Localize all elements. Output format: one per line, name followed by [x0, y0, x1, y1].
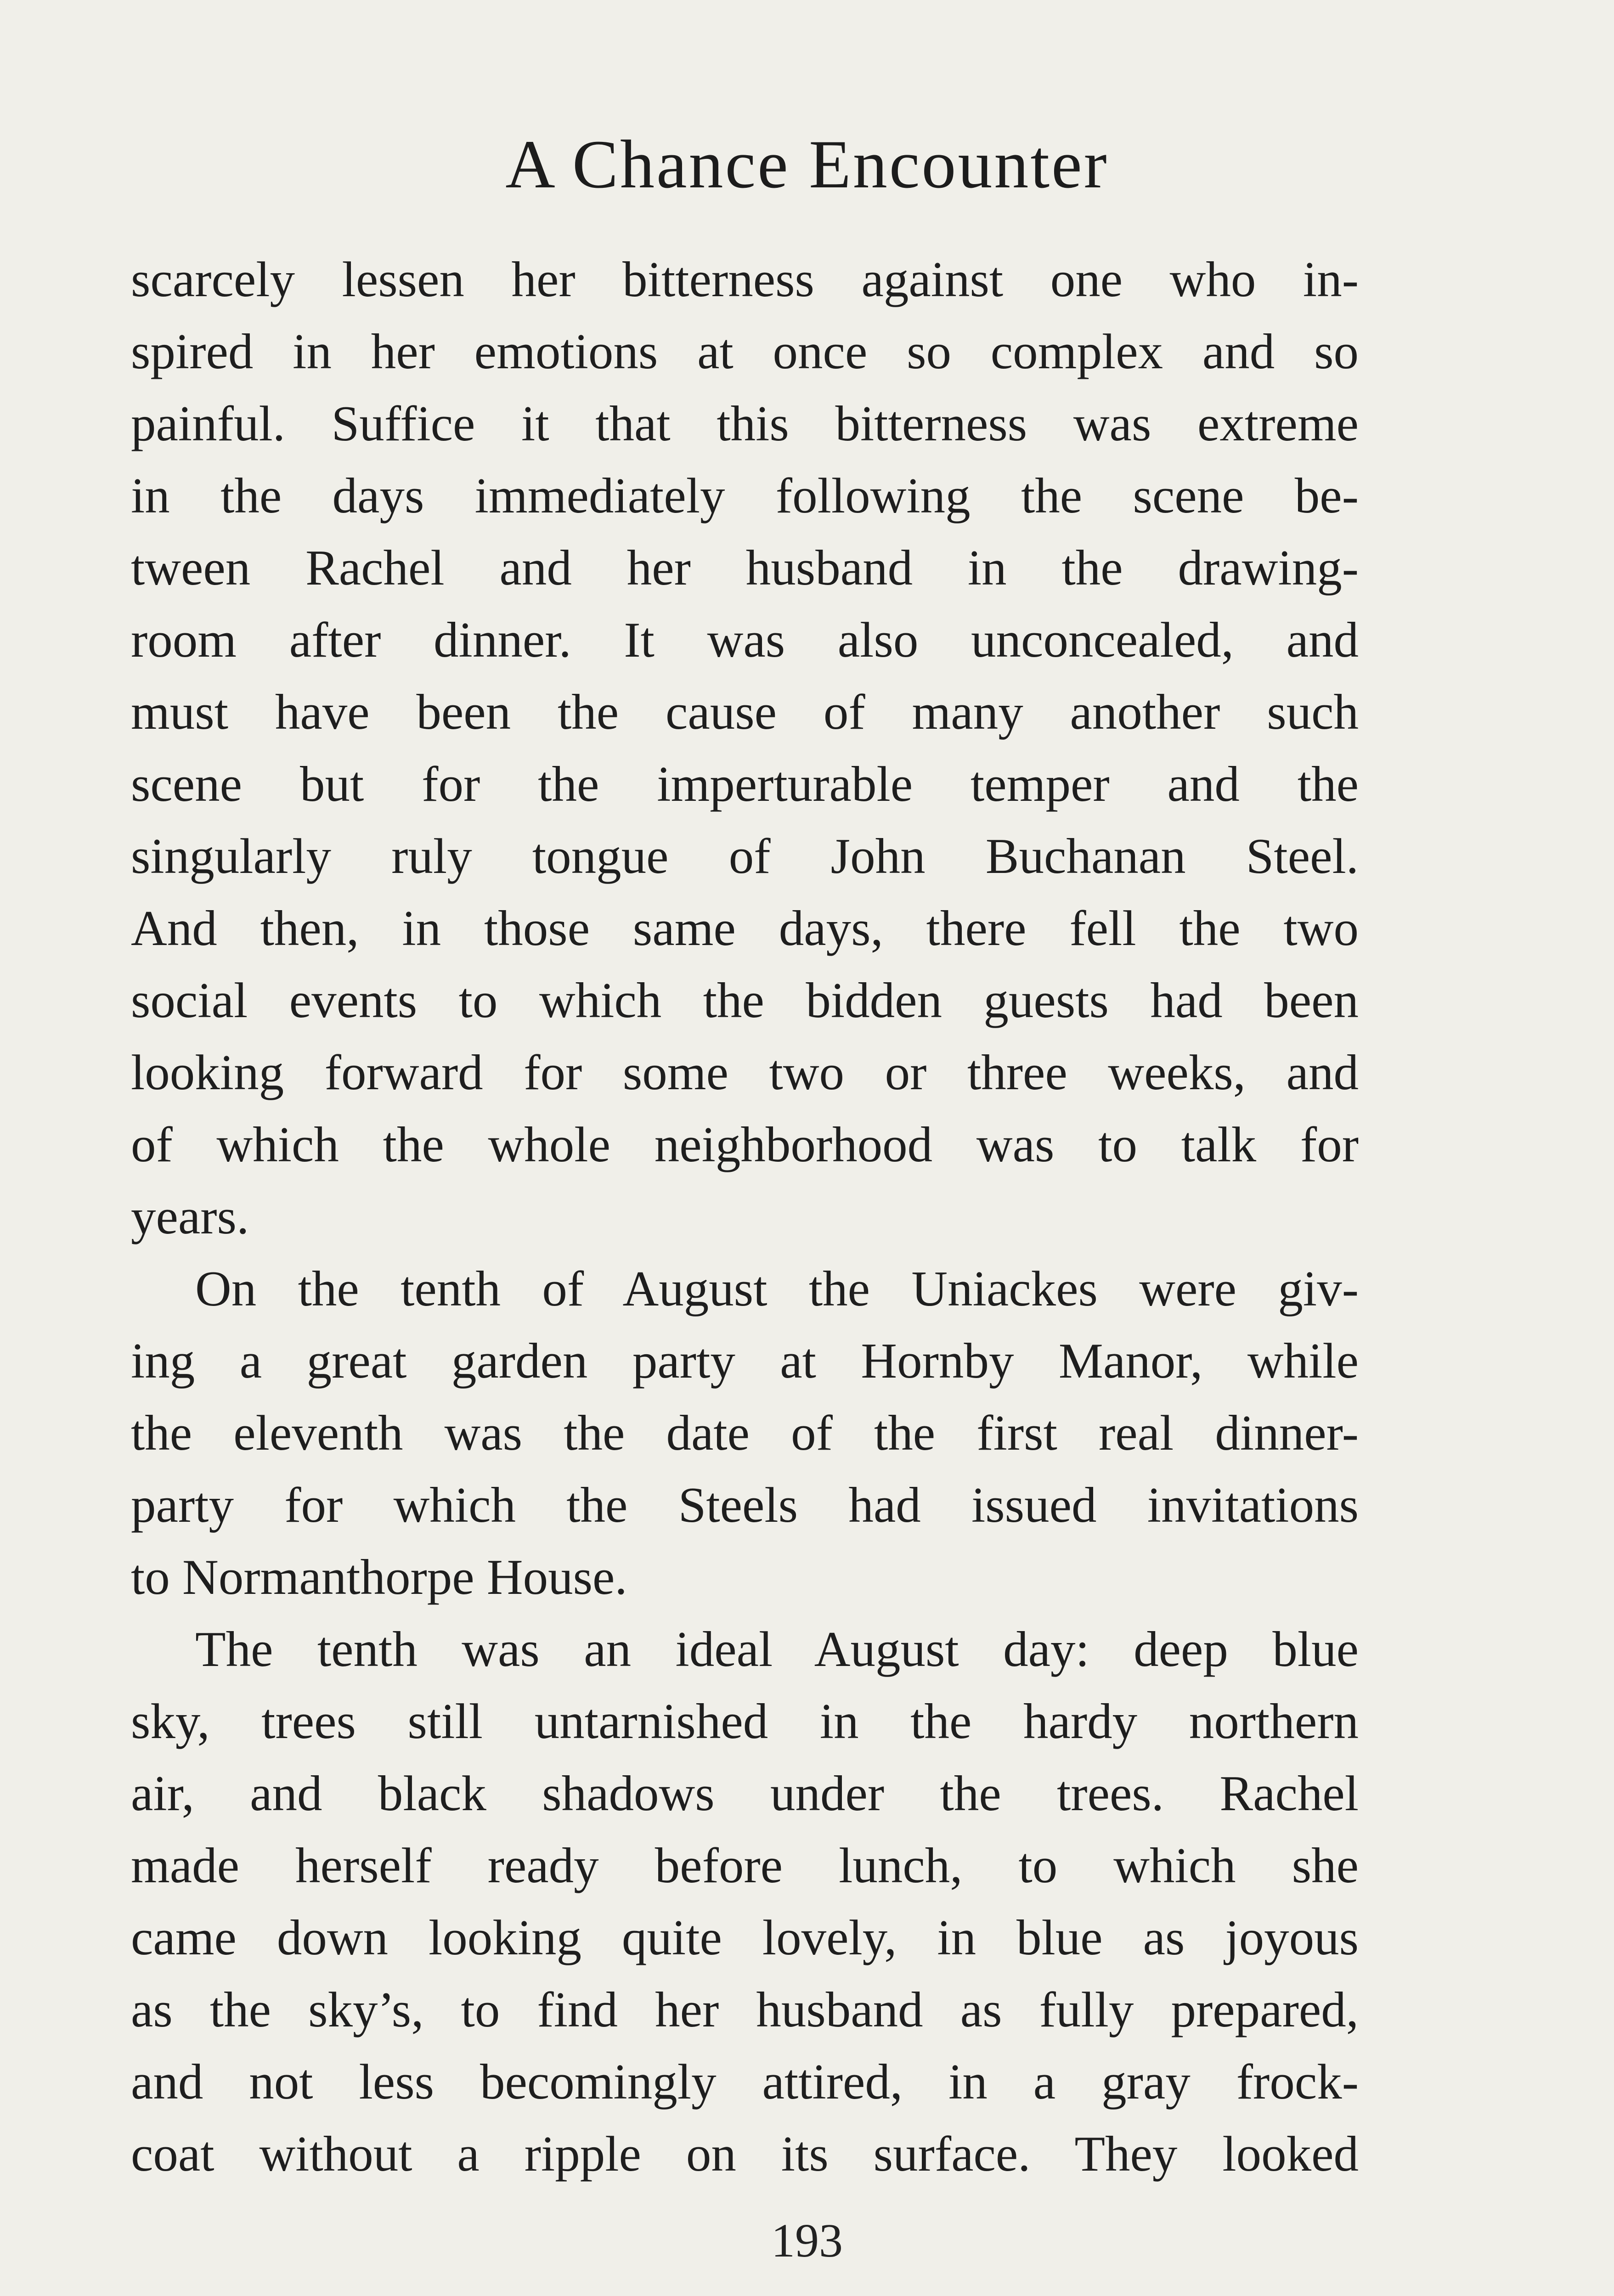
- text-line: singularly ruly tongue of John Buchanan Steel.: [131, 828, 1359, 884]
- text-line: scarcely lessen her bitterness against one who in-: [131, 252, 1359, 307]
- text-line: as the sky’s, to find her husband as fully prepared,: [131, 1982, 1359, 2037]
- text-line: years.: [131, 1189, 249, 1244]
- body-text: [131, 243, 1359, 2190]
- running-title: A Chance Encounter: [505, 126, 1109, 203]
- text-line: looking forward for some two or three weeks, and: [131, 1045, 1359, 1100]
- text-line: party for which the Steels had issued invitations: [131, 1477, 1359, 1533]
- text-line: The tenth was an ideal August day: deep blue: [195, 1621, 1359, 1677]
- text-line: On the tenth of August the Uniackes were giv-: [195, 1261, 1359, 1317]
- text-line: came down looking quite lovely, in blue as joyous: [131, 1910, 1359, 1965]
- page-number: 193: [771, 2214, 843, 2267]
- text-line: social events to which the bidden guests had been: [131, 973, 1359, 1028]
- text-line: must have been the cause of many another such: [131, 684, 1359, 740]
- text-line: sky, trees still untarnished in the hardy northern: [131, 1694, 1359, 1749]
- text-line: coat without a ripple on its surface. They looked: [131, 2126, 1359, 2182]
- text-line: air, and black shadows under the trees. Rachel: [131, 1766, 1359, 1821]
- text-line: ing a great garden party at Hornby Manor, while: [131, 1333, 1359, 1389]
- text-line: scene but for the imperturable temper and the: [131, 756, 1359, 812]
- text-line: to Normanthorpe House.: [131, 1549, 627, 1605]
- text-line: made herself ready before lunch, to which she: [131, 1838, 1359, 1893]
- text-line: room after dinner. It was also unconcealed, and: [131, 612, 1359, 668]
- text-line: tween Rachel and her husband in the drawing-: [131, 540, 1359, 596]
- text-line: painful. Suffice it that this bitterness was extreme: [131, 396, 1359, 451]
- text-line: in the days immediately following the scene be-: [131, 468, 1359, 523]
- text-line: and not less becomingly attired, in a gray frock-: [131, 2054, 1359, 2110]
- text-line: And then, in those same days, there fell the two: [131, 900, 1359, 956]
- text-line: the eleventh was the date of the first real dinner-: [131, 1405, 1359, 1461]
- text-line: of which the whole neighborhood was to talk for: [131, 1117, 1359, 1172]
- text-line: spired in her emotions at once so complex and so: [131, 324, 1359, 379]
